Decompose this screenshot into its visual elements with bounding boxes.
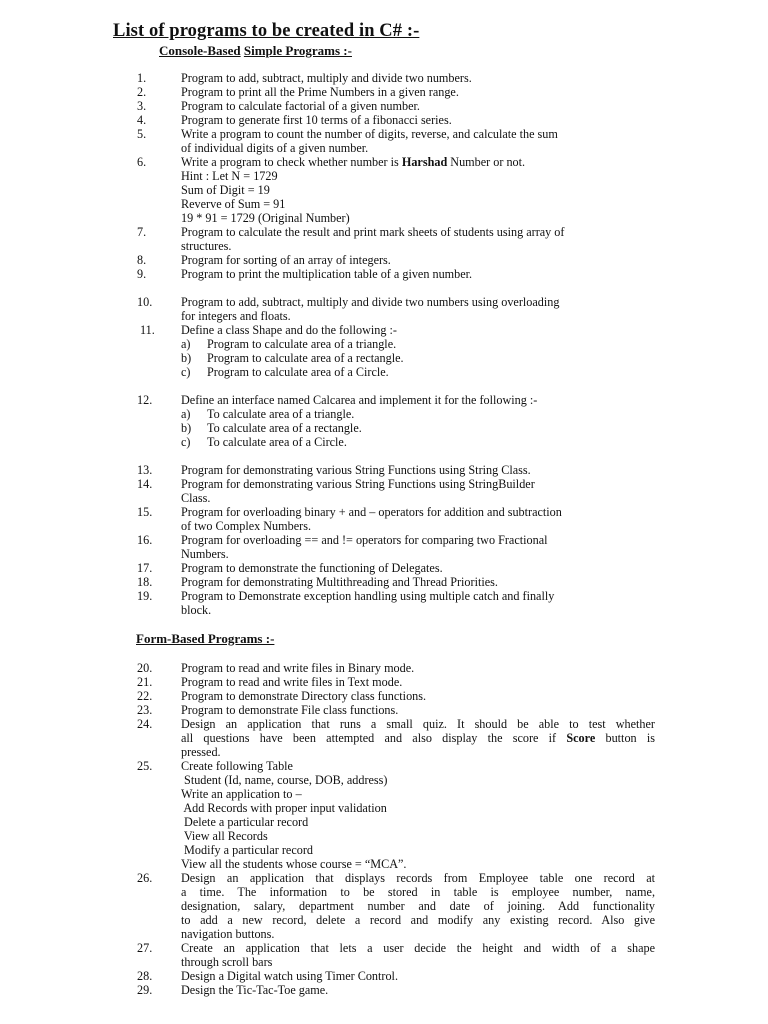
item-text-part: Write a program to check whether number is — [181, 155, 402, 169]
item-text: Define an interface named Calcarea and implement it for the following :- — [181, 393, 538, 407]
item-number: 24. — [137, 717, 153, 731]
item-text-bold: Harshad — [401, 155, 448, 169]
item-number: 8. — [137, 253, 147, 267]
item-text: Program for overloading == and != operators for comparing two Fractional — [181, 533, 548, 547]
item-text: navigation buttons. — [181, 927, 275, 941]
item-text: Write a program to count the number of digits, reverse, and calculate the sum — [181, 127, 558, 141]
item-number: 28. — [137, 969, 153, 983]
sub-item-letter: b) — [181, 351, 192, 365]
item-text: pressed. — [181, 745, 221, 759]
item-number: 16. — [137, 533, 153, 547]
section-heading-part2: Simple Programs :- — [243, 43, 352, 58]
item-text: designation, salary, department number and date of joining. Add functionality — [181, 899, 655, 913]
item-text: Program for overloading binary + and – operators for addition and subtraction — [181, 505, 562, 519]
item-text: Student (Id, name, course, DOB, address) — [181, 773, 388, 787]
item-text: Program to add, subtract, multiply and divide two numbers. — [181, 71, 472, 85]
sub-item-text: Program to calculate area of a rectangle. — [207, 351, 404, 365]
item-text: Program to calculate factorial of a given number. — [181, 99, 420, 113]
item-text: Program for demonstrating Multithreading and Thread Priorities. — [181, 575, 498, 589]
item-text: Program for sorting of an array of integers. — [181, 253, 391, 267]
item-text-part: all questions have been attempted and also display the score if — [181, 731, 567, 745]
sub-item-letter: c) — [181, 435, 191, 449]
item-text: Program to print the multiplication table of a given number. — [181, 267, 473, 281]
item-number: 4. — [137, 113, 147, 127]
item-number: 20. — [137, 661, 153, 675]
item-text: Delete a particular record — [181, 815, 309, 829]
page-title: List of programs to be created in C# :- — [113, 21, 420, 41]
item-text: Design an application that displays records from Employee table one record at — [181, 871, 655, 885]
section-heading-form — [136, 631, 274, 647]
section-heading-part1: Console-Based — [159, 43, 241, 58]
sub-item-text: To calculate area of a rectangle. — [207, 421, 362, 435]
item-number: 19. — [137, 589, 153, 603]
item-text: Program to read and write files in Binary mode. — [181, 661, 415, 675]
item-text — [181, 731, 655, 745]
hint-line: Sum of Digit = 19 — [181, 183, 270, 197]
item-number: 22. — [137, 689, 153, 703]
item-text: Program to Demonstrate exception handling using multiple catch and finally — [181, 589, 555, 603]
item-text: Write an application to – — [181, 787, 302, 801]
item-number: 6. — [137, 155, 147, 169]
item-number: 3. — [137, 99, 147, 113]
section-heading-console — [159, 43, 352, 59]
item-text: Program to read and write files in Text mode. — [181, 675, 403, 689]
item-text: Program to generate first 10 terms of a fibonacci series. — [181, 113, 452, 127]
item-number: 23. — [137, 703, 153, 717]
item-text: Program to demonstrate Directory class functions. — [181, 689, 427, 703]
item-text: Create following Table — [181, 759, 293, 773]
sub-item-text: To calculate area of a triangle. — [207, 407, 355, 421]
item-number: 18. — [137, 575, 153, 589]
item-text: Program to add, subtract, multiply and divide two numbers using overloading — [181, 295, 560, 309]
sub-item-letter: a) — [181, 407, 191, 421]
item-text: structures. — [181, 239, 232, 253]
item-text: Program to demonstrate the functioning of Delegates. — [181, 561, 443, 575]
item-text: Define a class Shape and do the following :- — [181, 323, 397, 337]
item-number: 17. — [137, 561, 153, 575]
item-text: a time. The information to be stored in table is employee number, name, — [181, 885, 655, 899]
item-number: 10. — [137, 295, 153, 309]
item-number: 7. — [137, 225, 147, 239]
item-text: Class. — [181, 491, 211, 505]
item-text: Program to demonstrate File class functions. — [181, 703, 399, 717]
item-text: View all the students whose course = “MCA”. — [181, 857, 407, 871]
sub-item-text: To calculate area of a Circle. — [207, 435, 347, 449]
item-text-part: Number or not. — [447, 155, 526, 169]
item-text: Design an application that runs a small quiz. It should be able to test whether — [181, 717, 655, 731]
sub-item-text: Program to calculate area of a triangle. — [207, 337, 397, 351]
item-text: through scroll bars — [181, 955, 273, 969]
hint-line: Reverve of Sum = 91 — [181, 197, 286, 211]
item-text: of two Complex Numbers. — [181, 519, 311, 533]
item-number: 12. — [137, 393, 153, 407]
item-text: Modify a particular record — [181, 843, 313, 857]
item-number: 14. — [137, 477, 153, 491]
sub-item-letter: b) — [181, 421, 192, 435]
item-number: 26. — [137, 871, 153, 885]
item-text-part: button is — [595, 731, 655, 745]
item-text — [181, 155, 525, 169]
item-number: 15. — [137, 505, 153, 519]
section-heading-text: Form-Based Programs :- — [136, 631, 275, 646]
item-text: block. — [181, 603, 212, 617]
item-text: Add Records with proper input validation — [181, 801, 387, 815]
hint-line: Hint : Let N = 1729 — [181, 169, 278, 183]
item-text: Program to calculate the result and print mark sheets of students using array of — [181, 225, 565, 239]
sub-item-letter: c) — [181, 365, 191, 379]
item-text: Numbers. — [181, 547, 229, 561]
item-text: Program to print all the Prime Numbers in a given range. — [181, 85, 459, 99]
item-number: 2. — [137, 85, 147, 99]
hint-line: 19 * 91 = 1729 (Original Number) — [181, 211, 350, 225]
item-text: Design the Tic-Tac-Toe game. — [181, 983, 329, 997]
item-text: Create an application that lets a user decide the height and width of a shape — [181, 941, 655, 955]
item-number: 29. — [137, 983, 153, 997]
item-text: Program for demonstrating various String Functions using StringBuilder — [181, 477, 535, 491]
item-number: 27. — [137, 941, 153, 955]
sub-item-letter: a) — [181, 337, 191, 351]
item-number: 9. — [137, 267, 147, 281]
sub-item-text: Program to calculate area of a Circle. — [207, 365, 389, 379]
item-number: 1. — [137, 71, 147, 85]
item-number: 11. — [140, 323, 155, 337]
item-number: 25. — [137, 759, 153, 773]
item-text: Program for demonstrating various String Functions using String Class. — [181, 463, 531, 477]
item-text: for integers and floats. — [181, 309, 291, 323]
item-number: 5. — [137, 127, 147, 141]
item-number: 13. — [137, 463, 153, 477]
item-text: to add a new record, delete a record and modify any existing record. Also give — [181, 913, 655, 927]
item-number: 21. — [137, 675, 153, 689]
item-text: View all Records — [181, 829, 268, 843]
item-text: of individual digits of a given number. — [181, 141, 369, 155]
item-text-bold: Score — [566, 731, 596, 745]
item-text: Design a Digital watch using Timer Control. — [181, 969, 398, 983]
